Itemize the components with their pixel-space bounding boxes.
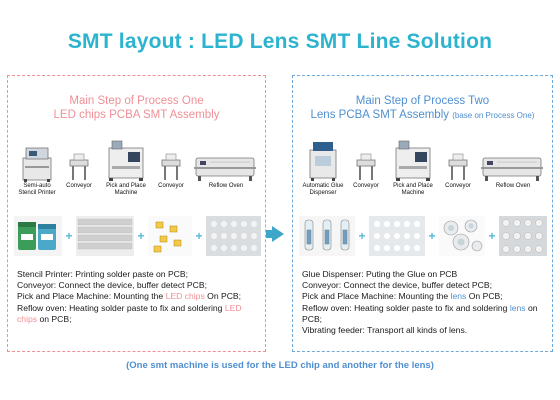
desc-line: Stencil Printer: Printing solder paste on PCB;: [17, 269, 189, 279]
led-chip-icon: [148, 216, 192, 256]
machine-label: Pick and Place Machine: [393, 183, 433, 196]
glue-dispenser-icon: [307, 140, 339, 182]
pcb-board-icon: [76, 216, 134, 256]
pick-and-place-machine-icon: [393, 138, 433, 182]
machine-label: Conveyor: [158, 183, 184, 189]
machine-label: Pick and Place Machine: [106, 183, 146, 196]
pick-and-place-machine-icon: [106, 138, 146, 182]
conveyor-icon: [160, 150, 182, 182]
page-title: SMT layout : LED Lens SMT Line Solution: [67, 30, 493, 53]
process-two-heading-line2: Lens PCBA SMT Assembly (base on Process One): [310, 109, 535, 121]
process-two-machines: [299, 136, 546, 198]
stencil-printer-icon: [20, 142, 54, 182]
process-one-heading: [8, 94, 265, 122]
process-two-heading: [293, 94, 552, 123]
plus-icon: +: [195, 229, 203, 243]
process-two-materials: [299, 216, 546, 258]
desc-line: Conveyor: Connect the device, buffer detect PCB;: [302, 280, 492, 291]
process-two-description: [302, 269, 546, 336]
solder-paste-jar-icon: [14, 216, 62, 256]
plus-icon: +: [358, 229, 366, 243]
arrow-right-icon: [272, 226, 284, 242]
plus-icon: +: [428, 229, 436, 243]
pcb-board-icon: [499, 216, 547, 256]
process-one-machines: [14, 136, 259, 198]
process-two-panel: [292, 75, 553, 352]
plus-icon: +: [65, 229, 73, 243]
desc-line: Conveyor: Connect the device, buffer detect PCB;: [17, 280, 207, 291]
glue-syringe-icon: [299, 216, 355, 256]
desc-line: Pick and Place Machine: Mounting the LED chips On PCB;: [17, 291, 242, 302]
machine-label: Conveyor: [445, 183, 471, 189]
machine-label: Conveyor: [66, 183, 92, 189]
desc-line: Reflow oven: Heating solder paste to fix and soldering lens on PCB;: [302, 302, 538, 324]
reflow-oven-icon: [194, 152, 256, 182]
plus-icon: +: [488, 229, 496, 243]
machine-label: Reflow Oven: [495, 183, 531, 189]
process-one-description: [17, 269, 259, 325]
footnote: (One smt machine is used for the LED chip and another for the lens): [126, 360, 434, 371]
machine-label: Semi-auto Stencil Printer: [18, 183, 56, 196]
desc-line: Vibrating feeder: Transport all kinds of lens.: [302, 325, 468, 336]
machine-label: Reflow Oven: [208, 183, 244, 189]
process-two-heading-line1: Main Step of Process Two: [355, 95, 490, 107]
desc-line: Reflow oven: Heating solder paste to fix and soldering LED chips on PCB;: [17, 302, 242, 324]
process-one-heading-line1: Main Step of Process One: [69, 95, 204, 107]
reflow-oven-icon: [481, 152, 543, 182]
conveyor-icon: [355, 150, 377, 182]
conveyor-icon: [447, 150, 469, 182]
lens-icon: [439, 216, 485, 256]
process-one-panel: [7, 75, 266, 352]
machine-label: Conveyor: [353, 183, 379, 189]
conveyor-icon: [68, 150, 90, 182]
pcb-board-icon: [369, 216, 425, 256]
machine-label: Automatic Glue Dispenser: [302, 183, 344, 196]
plus-icon: +: [137, 229, 145, 243]
pcb-board-icon: [206, 216, 261, 256]
desc-line: Pick and Place Machine: Mounting the lens On PCB;: [302, 291, 503, 302]
process-one-materials: [14, 216, 259, 258]
desc-line: Glue Dispenser: Puting the Glue on PCB: [302, 269, 458, 279]
process-one-heading-line2: LED chips PCBA SMT Assembly: [53, 109, 220, 121]
